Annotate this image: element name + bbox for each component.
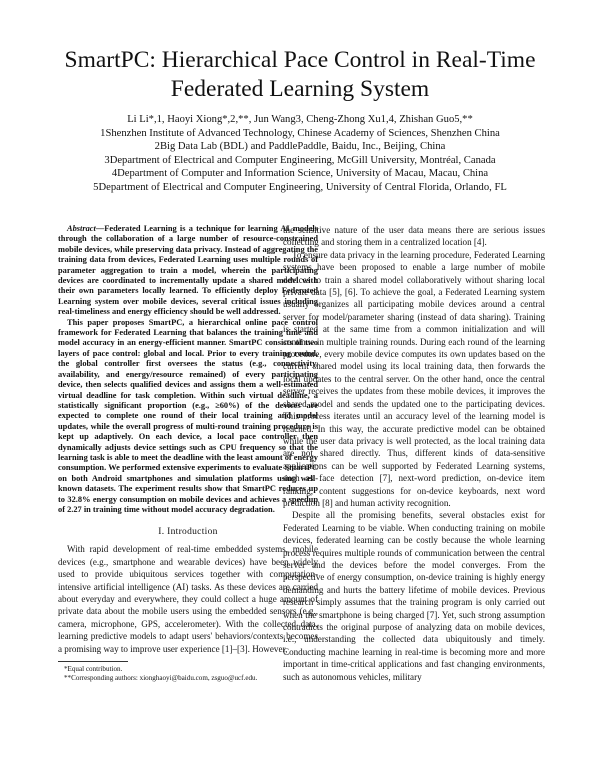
footnote-divider [58, 661, 128, 662]
affiliation-2: 2Big Data Lab (BDL) and PaddlePaddle, Baidu, Inc., Beijing, China [154, 141, 446, 153]
title-line-2: Federated Learning System [170, 76, 430, 102]
affiliation-5: 5Department of Electrical and Computer Engineering, University of Central Florida, Orlando, FL [93, 181, 507, 193]
title-line-1: SmartPC: Hierarchical Pace Control in Real-Time [64, 47, 536, 73]
paper-title [40, 46, 560, 104]
right-paragraph-0: the sensitive nature of the user data means there are serious issues collecting and storing them in a centralized location [4]. [283, 225, 545, 248]
abstract [58, 224, 318, 515]
abstract-paragraph-1 [58, 224, 318, 318]
abstract-paragraph-2: This paper proposes SmartPC, a hierarchical online pace control framework for Federated Learning that balances the training time and model accuracy in an energy-efficient manner. SmartPC consists of two layers of pace control: global and local. Prior to every training round, the global controller first oversees the status (e.g., connectivity, availability, and energy/resource remained) of every participating device, then selects qualified devices and assigns them a well-estimated virtual deadline for task completion. Within such virtual deadline, a statistically significant proportion (e.g., ≥60%) of the devices are expected to complete one round of their local training and model updates, while the overall progress of multi-round training procedure is kept up adaptively. On each device, a local pace controller then dynamically adjusts device settings such as CPU frequency so that the learning task is able to meet the deadline with the least amount of energy consumption. We performed extensive experiments to evaluate SmartPC on both Android smartphones and simulation platforms using well-known datasets. The experiment results show that SmartPC reduces up to 32.8% energy consumption on mobile devices and achieves a speedup of 2.27 in training time without model accuracy degradation. [58, 317, 318, 514]
intro-paragraph-1: With rapid development of real-time embedded systems, mobile devices (e.g., smartphone and wearable devices) have been widely used to provide ubiquitous services together with computation-intensive artificial intelligence (AI) tasks. As these devices are carried about everyday and everywhere, they could collect a huge amount of private data about the mobile users using the embedded sensors (e.g., camera, microphone, GPS, accelerometer). With the collected data, learning predictive models to adapt users' behaviors/contexts becomes a promising way to improve user experience [1]–[3]. However, [58, 544, 318, 654]
author-names: Li Li*,1, Haoyi Xiong*,2,**, Jun Wang3, Cheng-Zhong Xu1,4, Zhishan Guo5,** [127, 114, 473, 125]
right-column [283, 224, 545, 683]
affiliation-4: 4Department of Computer and Information Science, University of Macau, Macau, China [111, 168, 489, 180]
abstract-text-1: —Federated Learning is a technique for learning AI models through the collaboration of a large number of resource-constrained mobile devices, while preserving data privacy. Instead of aggregating the training data from devices, Federated Learning uses multiple rounds of parameter aggregation to train a model, wherein the participating devices are coordinated to incrementally update a shared model with their own parameters locally learned. To efficiently deploy Federated Learning system over mobile devices, several critical issues including real-timeliness and energy efficiency should be well addressed. [58, 224, 318, 317]
abstract-label: Abstract [67, 224, 96, 233]
right-paragraph-2: Despite all the promising benefits, several obstacles exist for Federated Learning to be viable. When conducting training on mobile devices, federated learning can be costly because the whole learning process requires multiple rounds of communication between the central server and the devices before the model converges. From the perspective of energy consumption, on-device training is highly energy demanding and hurts the battery lifetime of mobile devices. Previous research simply assumes that the training program is only carried out when the smartphone is being charged [7]. Yet, such strong assumption contradicts the original purpose of analyzing data on mobile devices, i.e., understanding the collected data ubiquitously and timely. Conducting machine learning in real-time is becoming more and more important in time-critical applications and fast changing environments, such as autonomous vehicles, military [283, 510, 545, 682]
footnote-equal-contribution: *Equal contribution. [64, 665, 123, 674]
affiliation-3: 3Department of Electrical and Computer Engineering, McGill University, Montréal, Canada [104, 154, 496, 166]
footnote-corresponding-authors: **Corresponding authors: xionghaoyi@baidu.com, zsguo@ucf.edu. [64, 674, 258, 683]
introduction-body [58, 543, 318, 655]
author-block [40, 113, 560, 195]
section-heading-introduction: I. Introduction [158, 527, 218, 538]
affiliation-1: 1Shenzhen Institute of Advanced Technology, Chinese Academy of Sciences, Shenzhen China [100, 127, 500, 139]
left-column [58, 224, 318, 683]
right-paragraph-1: To ensure data privacy in the learning procedure, Federated Learning systems have been proposed to enable a large number of mobile devices to train a shared model collaboratively without sharing local private data [5], [6]. To achieve the goal, a Federated Learning system usually organizes all participating mobile devices around a central server for model/parameter sharing (instead of data sharing). Training is started at the same time from a common initialization and will continue in multiple training rounds. During each round of the learning procedure, every mobile device computes its own updates based on the current shared model using its local training data, then forwards the local updates to the central server. On the other hand, once the central server receives the updates from these mobile devices, it improves the shared model and sends the updated one to the participating devices. This process iterates until an accuracy level of the learning model is reached. In this way, the accurate predictive model can be obtained while the user data privacy is well protected, as the local training data are not shared directly. Thus, different kinds of data-sensitive applications can be well supported by Federated Learning systems, such as face detection [7], next-word prediction, on-device item ranking, content suggestions for on-device keyboards, next word prediction [8] and human activity recognition. [283, 249, 545, 508]
right-column-body [283, 224, 545, 683]
